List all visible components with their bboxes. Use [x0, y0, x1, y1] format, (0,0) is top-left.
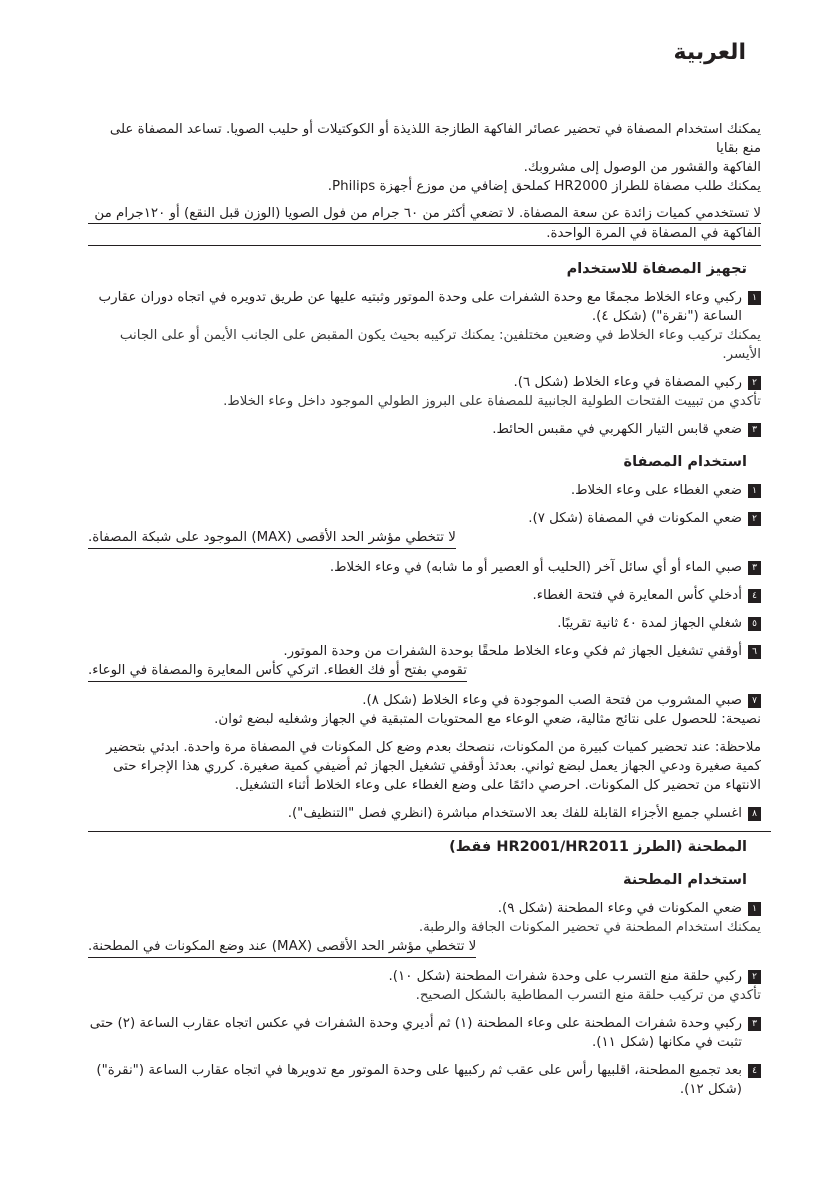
step-number: ٤: [748, 1064, 761, 1078]
intro-line: يمكنك طلب مصفاة للطراز HR2000 كملحق إضافي من موزع أجهزة Philips.: [327, 179, 761, 194]
step-number: ٢: [748, 970, 761, 984]
remark-line: ملاحظة: عند تحضير كميات كبيرة من المكونات، ننصحك بعدم وضع كل المكونات في المصفاة مرة واحدة. ابدئي بتحضير: [106, 740, 761, 755]
step-subnote: يمكنك استخدام المطحنة في تحضير المكونات الجافة والرطبة.: [418, 920, 761, 935]
step-text: ركبي وحدة شفرات المطحنة على وعاء المطحنة (١) ثم أديري وحدة الشفرات في عكس اتجاه عقارب الساعة (٢) حتى تثبت في مكانها (شكل ١١).: [89, 1016, 742, 1050]
section-title-mill: المطحنة (الطرز HR2001/HR2011 فقط): [449, 839, 747, 855]
step: [88, 642, 761, 661]
step: [88, 481, 761, 500]
step-text: ركبي وعاء الخلاط مجمعًا مع وحدة الشفرات على وحدة الموتور وثبتيه عليها عن طريق تدويره في اتجاه دوران عقارب الساعة ("نقرة") (شكل ٤).: [98, 290, 742, 324]
step: [88, 288, 761, 326]
section-title-prepare: تجهيز المصفاة للاستخدام: [566, 261, 747, 277]
step-text: صبي المشروب من فتحة الصب الموجودة في وعاء الخلاط (شكل ٨).: [362, 693, 742, 708]
step: [88, 804, 761, 823]
step: [88, 614, 761, 633]
step-number: ٢: [748, 376, 761, 390]
warning-line: الفاكهة في المصفاة في المرة الواحدة.: [546, 226, 761, 241]
mill-max-note: لا تتخطي مؤشر الحد الأقصى (MAX) عند وضع المكونات في المطحنة.: [88, 937, 476, 958]
step: [88, 373, 761, 392]
step-number: ٥: [748, 617, 761, 631]
step: [88, 558, 761, 577]
step-number: ٤: [748, 589, 761, 603]
language-title: العربية: [673, 40, 746, 65]
step-number: ٧: [748, 694, 761, 708]
step-subnote: يمكنك تركيب وعاء الخلاط في وضعين مختلفين: يمكنك تركيبه بحيث يكون المقبض على الجانب الأيمن أو على الجانب الأيسر.: [119, 328, 761, 362]
step-text: ركبي حلقة منع التسرب على وحدة شفرات المطحنة (شكل ١٠).: [388, 969, 742, 984]
section-title-use: استخدام المصفاة: [623, 454, 747, 470]
step-text: أوقفي تشغيل الجهاز ثم فكي وعاء الخلاط ملحقًا بوحدة الشفرات من وحدة الموتور.: [283, 644, 742, 659]
step-text: أدخلي كأس المعايرة في فتحة الغطاء.: [532, 588, 742, 603]
step-number: ١: [748, 484, 761, 498]
intro-line: يمكنك استخدام المصفاة في تحضير عصائر الفاكهة الطازجة اللذيذة أو الكوكتيلات أو حليب الصويا. تساعد المصفاة على منع بقايا: [109, 122, 761, 156]
step: [88, 967, 761, 986]
lid-note: تقومي بفتح أو فك الغطاء. اتركي كأس المعايرة والمصفاة في الوعاء.: [88, 661, 467, 682]
step-text: ركبي المصفاة في وعاء الخلاط (شكل ٦).: [513, 375, 742, 390]
step: [88, 420, 761, 439]
section-divider: [88, 831, 771, 832]
remark-text: [88, 738, 761, 795]
step: [88, 1014, 761, 1052]
step: [88, 899, 761, 918]
step: [88, 1061, 761, 1099]
step-number: ٦: [748, 645, 761, 659]
step-number: ١: [748, 291, 761, 305]
step-number: ٣: [748, 1017, 761, 1031]
remark-line: كمية صغيرة ودعي الجهاز يعمل لبضع ثواني. بعدئذ أوقفي تشغيل الجهاز ثم أضيفي كمية صغيرة. كرري هذا الإجراء حتى: [113, 759, 761, 774]
capacity-warning: [88, 204, 761, 246]
step-number: ٣: [748, 423, 761, 437]
subsection-title-mill-use: استخدام المطحنة: [622, 872, 747, 888]
step-number: ٨: [748, 807, 761, 821]
step-text: ضعي قابس التيار الكهربي في مقبس الحائط.: [492, 422, 742, 437]
tip-text: نصيحة: للحصول على نتائج مثالية، ضعي الوعاء مع المحتويات المتبقية في الجهاز وشغليه لبضع ثوان.: [214, 712, 761, 727]
step-number: ٣: [748, 561, 761, 575]
max-note: لا تتخطي مؤشر الحد الأقصى (MAX) الموجود على شبكة المصفاة.: [88, 528, 456, 549]
step-text: ضعي المكونات في وعاء المطحنة (شكل ٩).: [497, 901, 742, 916]
step-text: ضعي الغطاء على وعاء الخلاط.: [570, 483, 742, 498]
step-text: بعد تجميع المطحنة، اقلبيها رأس على عقب ثم ركبيها على وحدة الموتور مع تدويرها في اتجاه عقارب الساعة ("نقرة") (شكل ١٢).: [96, 1063, 742, 1097]
step-text: ضعي المكونات في المصفاة (شكل ٧).: [528, 511, 742, 526]
step-number: ٢: [748, 512, 761, 526]
step-subnote: تأكدي من تبييت الفتحات الطولية الجانبية للمصفاة على البروز الطولي الموجود داخل وعاء الخلاط.: [223, 394, 761, 409]
remark-line: الانتهاء من تحضير كل المكونات. احرصي دائمًا على وضع الغطاء على وعاء الخلاط أثناء التشغيل.: [234, 778, 761, 793]
step-text: اغسلي جميع الأجزاء القابلة للفك بعد الاستخدام مباشرة (انظري فصل "التنظيف").: [287, 806, 742, 821]
step-text: صبي الماء أو أي سائل آخر (الحليب أو العصير أو ما شابه) في وعاء الخلاط.: [329, 560, 742, 575]
intro: [88, 120, 761, 196]
step-text: شغلي الجهاز لمدة ٤٠ ثانية تقريبًا.: [557, 616, 742, 631]
intro-line: الفاكهة والقشور من الوصول إلى مشروبك.: [523, 160, 761, 175]
step: [88, 691, 761, 710]
step: [88, 509, 761, 528]
step-subnote: تأكدي من تركيب حلقة منع التسرب المطاطية بالشكل الصحيح.: [415, 988, 761, 1003]
step-number: ١: [748, 902, 761, 916]
content: [88, 120, 761, 1099]
warning-line: لا تستخدمي كميات زائدة عن سعة المصفاة. لا تضعي أكثر من ٦٠ جرام من فول الصويا (الوزن قبل النقع) أو ١٢٠جرام من: [88, 204, 761, 224]
step: [88, 586, 761, 605]
